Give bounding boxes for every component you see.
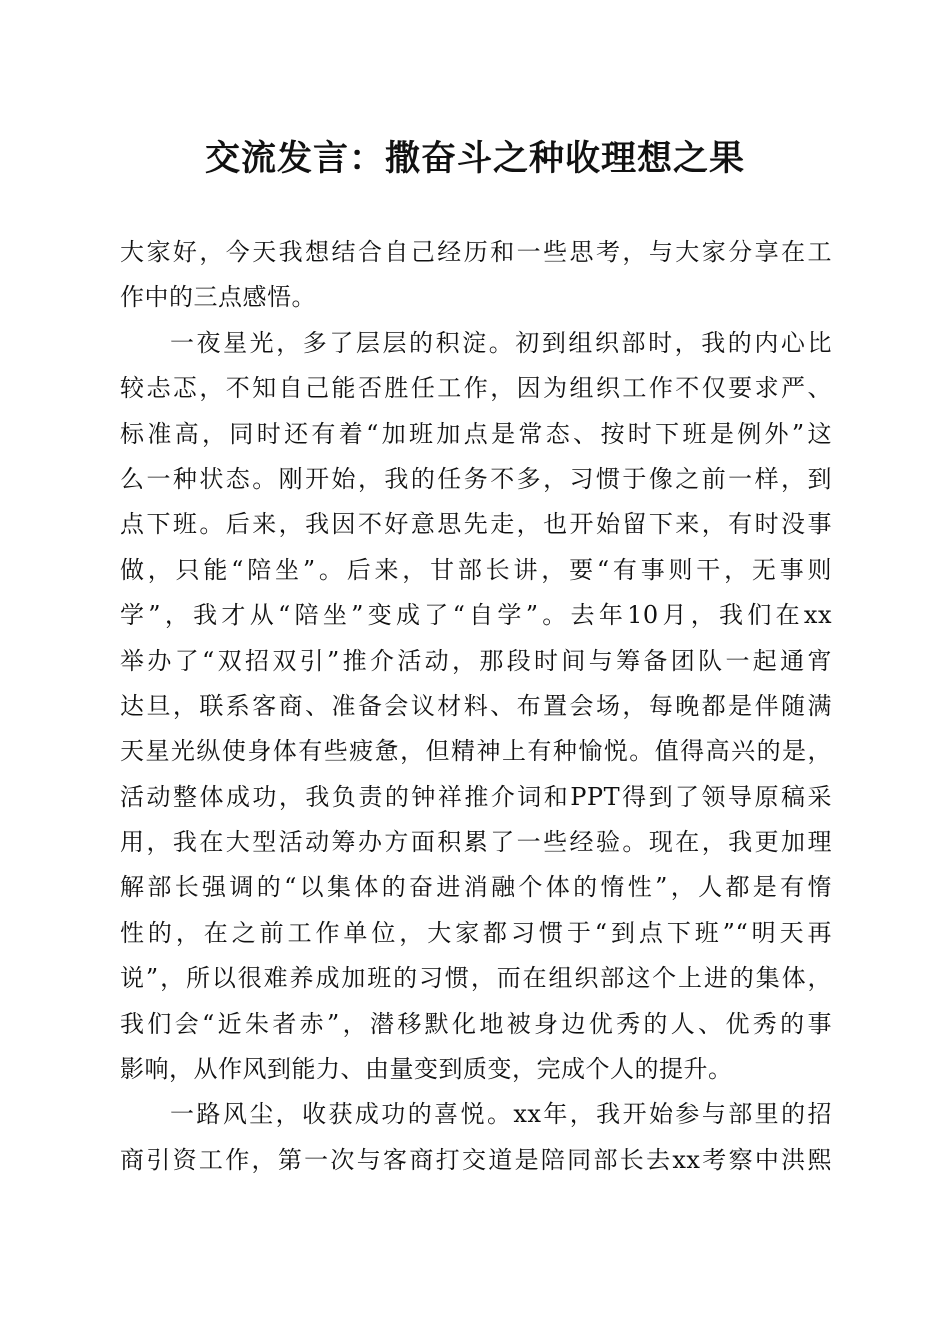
text-line: 作中的三点感悟。 xyxy=(120,283,316,312)
document-title: 交流发言：撒奋斗之种收理想之果 xyxy=(204,138,745,179)
text-line: 商引资工作，第一次与客商打交道是陪同部长去xx考察中洪熙 xyxy=(120,1145,832,1174)
text-line: 性的，在之前工作单位，大家都习惯于“到点下班”“明天再 xyxy=(120,918,832,947)
text-line: 么一种状态。刚开始，我的任务不多，习惯于像之前一样，到 xyxy=(120,464,832,493)
text-line: 一夜星光，多了层层的积淀。初到组织部时，我的内心比 xyxy=(170,328,832,357)
document-body xyxy=(120,230,832,1183)
text-line: 一路风尘，收获成功的喜悦。xx年，我开始参与部里的招 xyxy=(170,1100,832,1129)
text-line: 用，我在大型活动筹办方面积累了一些经验。现在，我更加理 xyxy=(120,828,832,857)
text-line: 大家好，今天我想结合自己经历和一些思考，与大家分享在工 xyxy=(120,238,832,266)
text-line: 较忐忑，不知自己能否胜任工作，因为组织工作不仅要求严、 xyxy=(120,374,832,403)
text-line: 说”，所以很难养成加班的习惯，而在组织部这个上进的集体， xyxy=(120,964,832,993)
text-line: 点下班。后来，我因不好意思先走，也开始留下来，有时没事 xyxy=(120,510,832,539)
text-line: 学”，我才从“陪坐”变成了“自学”。去年10月，我们在xx xyxy=(120,601,832,630)
text-line: 天星光纵使身体有些疲惫，但精神上有种愉悦。值得高兴的是， xyxy=(120,737,832,766)
text-line: 解部长强调的“以集体的奋进消融个体的惰性”，人都是有惰 xyxy=(120,873,832,902)
text-line: 达旦，联系客商、准备会议材料、布置会场，每晚都是伴随满 xyxy=(120,691,832,720)
text-line: 影响，从作风到能力、由量变到质变，完成个人的提升。 xyxy=(120,1055,733,1084)
text-line: 活动整体成功，我负责的钟祥推介词和PPT得到了领导原稿采 xyxy=(120,782,832,811)
text-line: 标准高，同时还有着“加班加点是常态、按时下班是例外”这 xyxy=(120,419,832,448)
text-line: 做，只能“陪坐”。后来，甘部长讲，要“有事则干，无事则 xyxy=(120,555,832,584)
text-line: 举办了“双招双引”推介活动，那段时间与筹备团队一起通宵 xyxy=(120,646,832,675)
text-line: 我们会“近朱者赤”，潜移默化地被身边优秀的人、优秀的事 xyxy=(120,1009,832,1038)
